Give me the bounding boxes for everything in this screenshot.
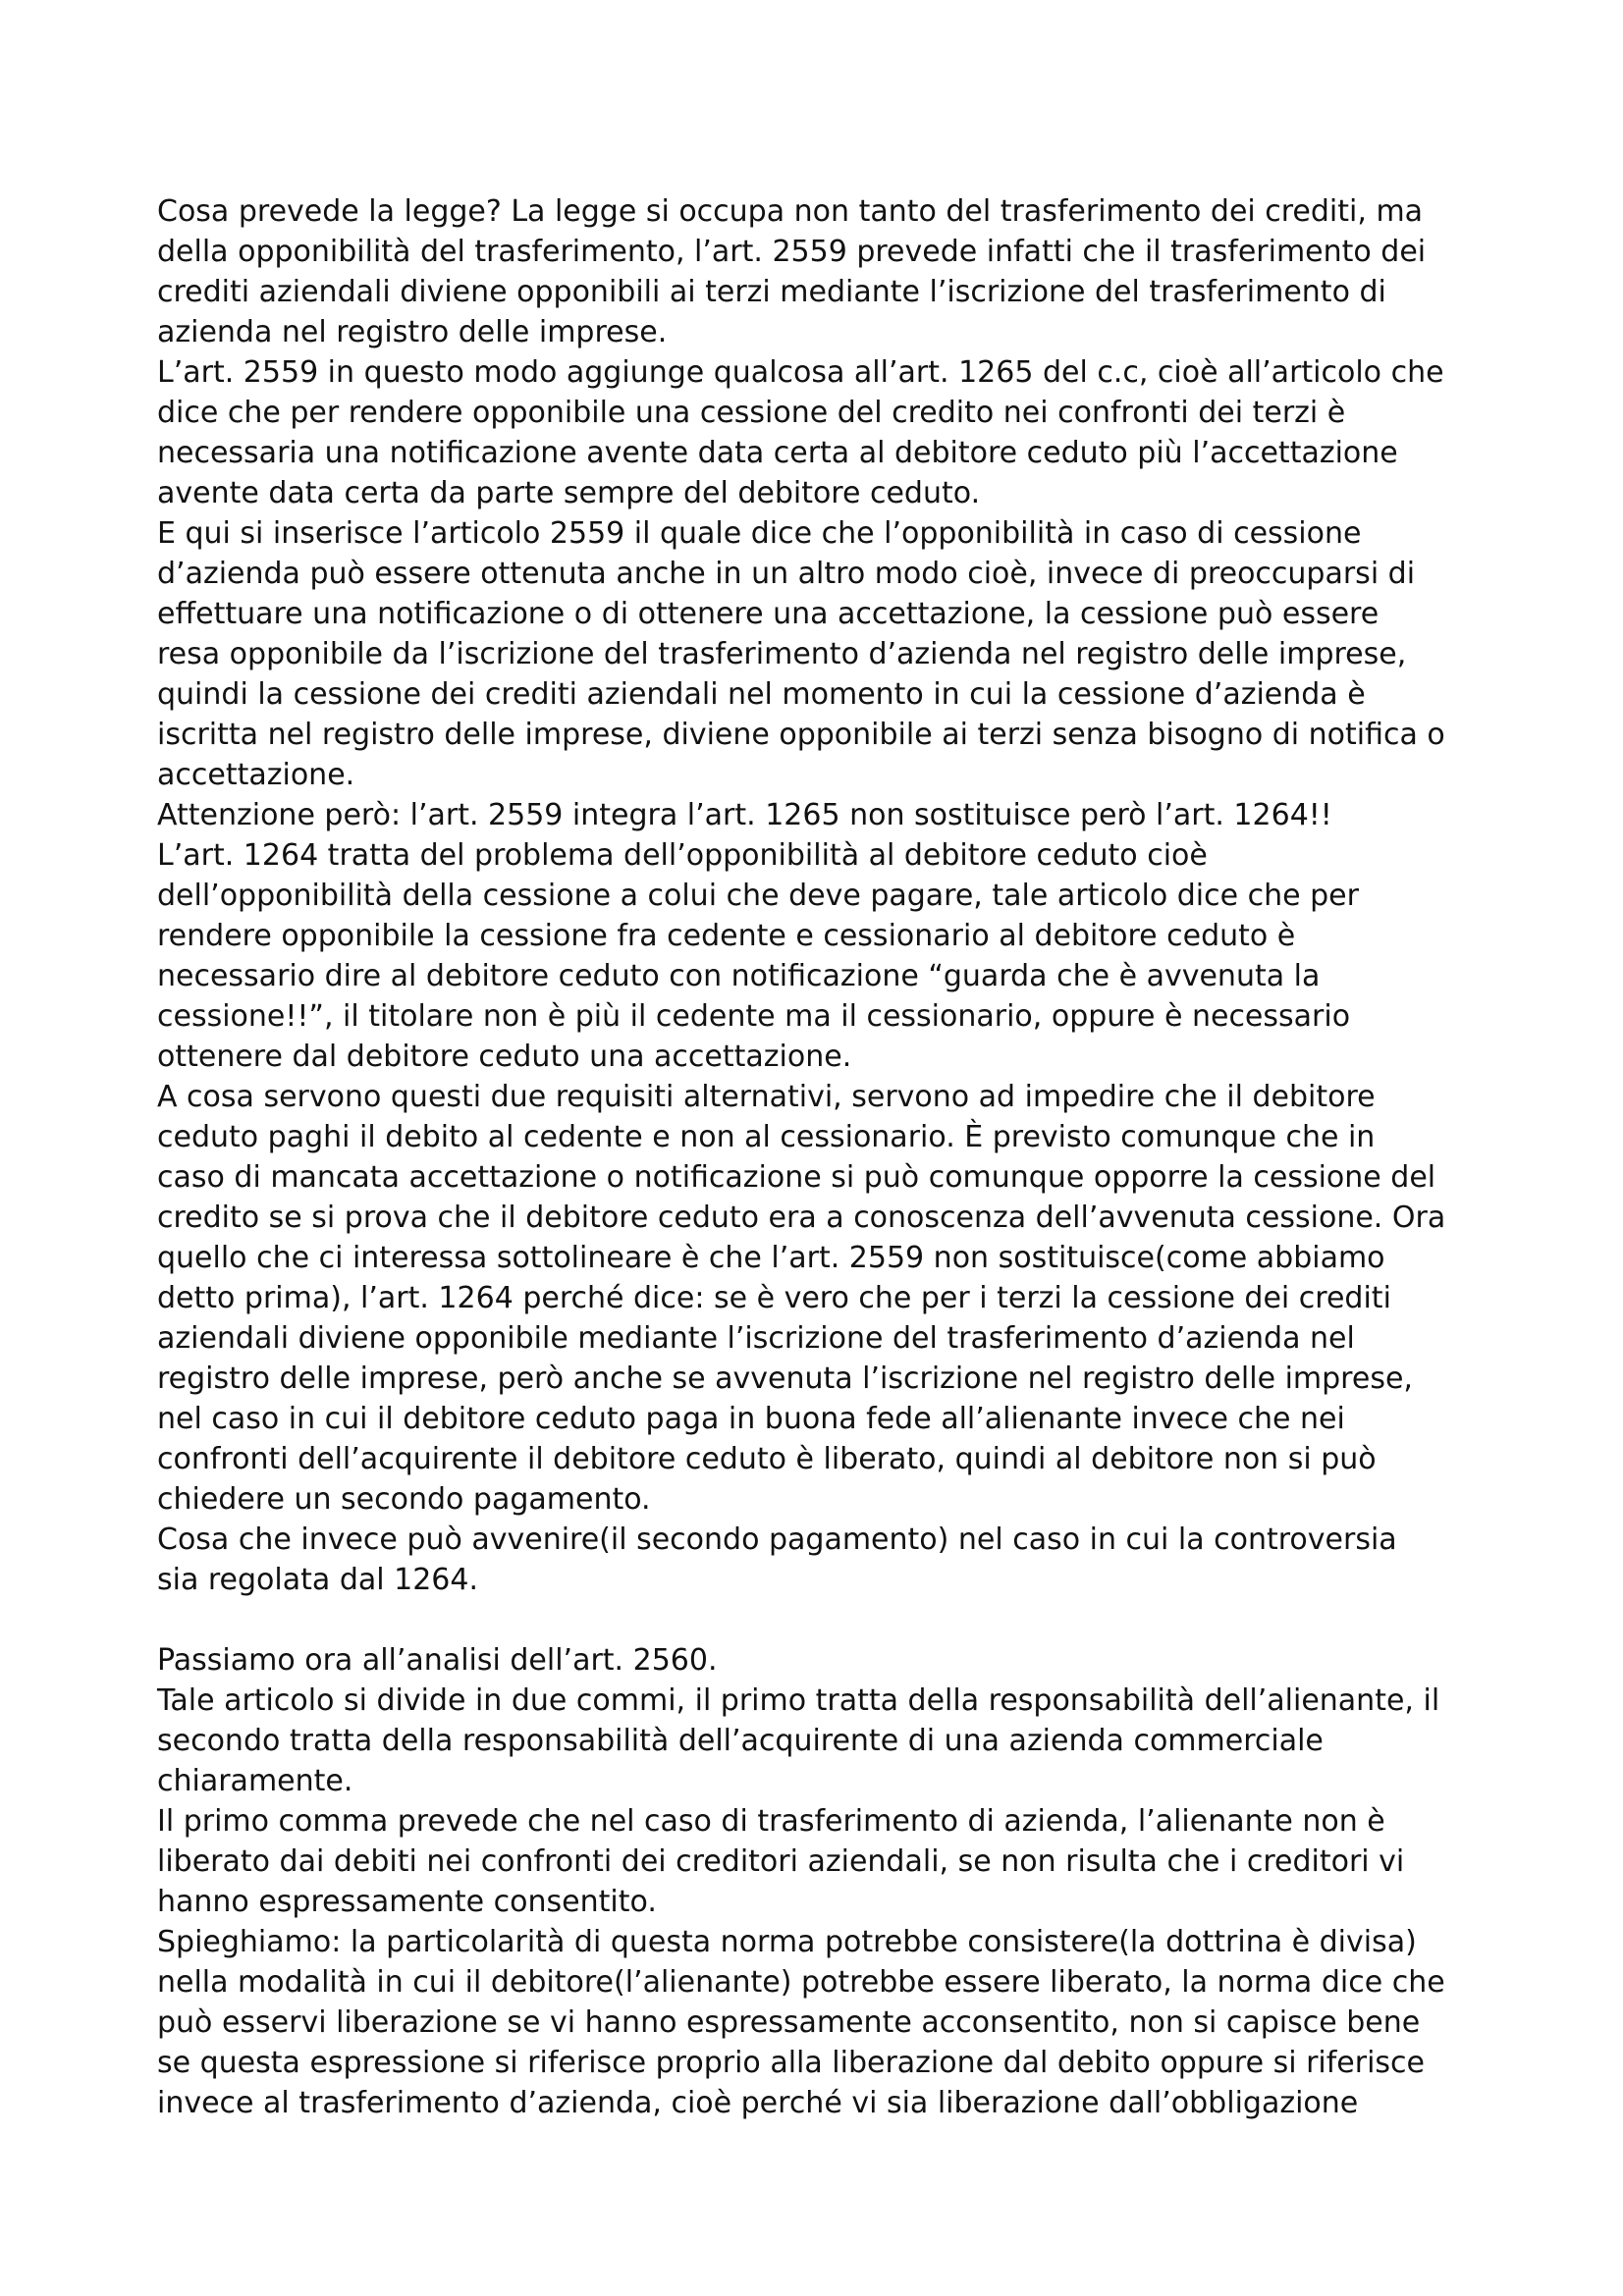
text-line: necessario dire al debitore ceduto con notificazione “guarda che è avvenuta la xyxy=(157,959,1321,993)
text-line: ottenere dal debitore ceduto una accettazione. xyxy=(157,1040,852,1074)
text-line: L’art. 2559 in questo modo aggiunge qualcosa all’art. 1265 del c.c, cioè all’articolo che xyxy=(157,355,1444,390)
text-line: necessaria una notificazione avente data certa al debitore ceduto più l’accettazione xyxy=(157,436,1398,470)
text-line: Passiamo ora all’analisi dell’art. 2560. xyxy=(157,1643,718,1678)
text-line: secondo tratta della responsabilità dell’acquirente di una azienda commerciale xyxy=(157,1724,1324,1758)
text-line: azienda nel registro delle imprese. xyxy=(157,315,668,349)
text-line: Tale articolo si divide in due commi, il primo tratta della responsabilità dell’alienante, il xyxy=(157,1683,1440,1718)
text-line: Cosa prevede la legge? La legge si occupa non tanto del trasferimento dei crediti, ma xyxy=(157,194,1424,229)
text-line: Cosa che invece può avvenire(il secondo pagamento) nel caso in cui la controversia xyxy=(157,1522,1397,1557)
text-line: se questa espressione si riferisce proprio alla liberazione dal debito oppure si riferisce xyxy=(157,2046,1426,2080)
text-line: dice che per rendere opponibile una cessione del credito nei confronti dei terzi è xyxy=(157,396,1346,430)
text-line: Attenzione però: l’art. 2559 integra l’art. 1265 non sostituisce però l’art. 1264!! xyxy=(157,798,1332,832)
text-line: L’art. 1264 tratta del problema dell’opponibilità al debitore ceduto cioè xyxy=(157,838,1208,873)
text-line: Il primo comma prevede che nel caso di trasferimento di azienda, l’alienante non è xyxy=(157,1804,1385,1839)
text-line: d’azienda può essere ottenuta anche in un altro modo cioè, invece di preoccuparsi di xyxy=(157,557,1416,591)
text-line: quindi la cessione dei crediti aziendali nel momento in cui la cessione d’azienda è xyxy=(157,677,1366,712)
text-line: avente data certa da parte sempre del debitore ceduto. xyxy=(157,476,981,510)
text-line: hanno espressamente consentito. xyxy=(157,1885,657,1919)
text-line: nella modalità in cui il debitore(l’alienante) potrebbe essere liberato, la norma dice che xyxy=(157,1965,1445,2000)
body-text xyxy=(157,191,1492,2123)
text-line: caso di mancata accettazione o notificazione si può comunque opporre la cessione del xyxy=(157,1160,1436,1195)
text-line: può esservi liberazione se vi hanno espressamente acconsentito, non si capisce bene xyxy=(157,2005,1421,2040)
text-line: Spieghiamo: la particolarità di questa norma potrebbe consistere(la dottrina è divisa) xyxy=(157,1925,1417,1959)
text-line: ceduto paghi il debito al cedente e non al cessionario. È previsto comunque che in xyxy=(157,1120,1376,1154)
text-line: credito se si prova che il debitore ceduto era a conoscenza dell’avvenuta cessione. Ora xyxy=(157,1201,1446,1235)
text-line: confronti dell’acquirente il debitore ceduto è liberato, quindi al debitore non si può xyxy=(157,1442,1377,1476)
text-line: della opponibilità del trasferimento, l’art. 2559 prevede infatti che il trasferimento dei xyxy=(157,235,1427,269)
text-line: invece al trasferimento d’azienda, cioè perché vi sia liberazione dall’obbligazione xyxy=(157,2086,1359,2120)
text-line: chiaramente. xyxy=(157,1764,353,1798)
text-line: rendere opponibile la cessione fra cedente e cessionario al debitore ceduto è xyxy=(157,919,1296,953)
text-line: iscritta nel registro delle imprese, diviene opponibile ai terzi senza bisogno di notifica o xyxy=(157,718,1445,752)
text-line: nel caso in cui il debitore ceduto paga in buona fede all’alienante invece che nei xyxy=(157,1402,1345,1436)
text-line: crediti aziendali diviene opponibili ai terzi mediante l’iscrizione del trasferimento di xyxy=(157,275,1386,309)
text-line: resa opponibile da l’iscrizione del trasferimento d’azienda nel registro delle imprese, xyxy=(157,637,1407,671)
text-line: aziendali diviene opponibile mediante l’iscrizione del trasferimento d’azienda nel xyxy=(157,1321,1355,1356)
text-line: sia regolata dal 1264. xyxy=(157,1563,478,1597)
text-line: effettuare una notificazione o di ottenere una accettazione, la cessione può essere xyxy=(157,597,1380,631)
text-line: quello che ci interessa sottolineare è che l’art. 2559 non sostituisce(come abbiamo xyxy=(157,1241,1385,1275)
text-line: liberato dai debiti nei confronti dei creditori aziendali, se non risulta che i creditori vi xyxy=(157,1844,1405,1879)
text-line: E qui si inserisce l’articolo 2559 il quale dice che l’opponibilità in caso di cessione xyxy=(157,516,1362,551)
text-line: registro delle imprese, però anche se avvenuta l’iscrizione nel registro delle imprese, xyxy=(157,1362,1413,1396)
text-line: dell’opponibilità della cessione a colui che deve pagare, tale articolo dice che per xyxy=(157,879,1359,913)
blank-line xyxy=(157,1600,1492,1640)
text-line: accettazione. xyxy=(157,758,355,792)
text-line: chiedere un secondo pagamento. xyxy=(157,1482,651,1517)
text-line: A cosa servono questi due requisiti alternativi, servono ad impedire che il debitore xyxy=(157,1080,1376,1114)
text-line: detto prima), l’art. 1264 perché dice: se è vero che per i terzi la cessione dei crediti xyxy=(157,1281,1391,1315)
text-line: cessione!!”, il titolare non è più il cedente ma il cessionario, oppure è necessario xyxy=(157,999,1351,1034)
